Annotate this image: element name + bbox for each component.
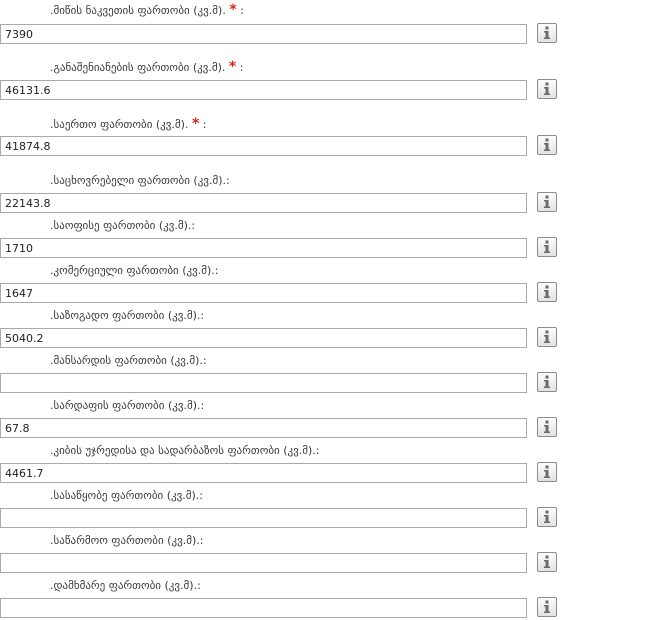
field-row bbox=[0, 328, 560, 350]
info-button[interactable] bbox=[537, 507, 557, 527]
field-label bbox=[50, 60, 610, 75]
field-label-wrap bbox=[50, 354, 610, 368]
field-label bbox=[50, 309, 610, 323]
field-row bbox=[0, 136, 560, 158]
text-input[interactable] bbox=[0, 463, 527, 483]
info-icon bbox=[542, 420, 552, 434]
info-button[interactable] bbox=[537, 282, 557, 302]
field-label-text: .საწარმოო ფართობი (კვ.მ).: bbox=[50, 534, 204, 547]
field-label bbox=[50, 117, 610, 132]
field-row bbox=[0, 238, 560, 260]
field-label-wrap bbox=[50, 399, 610, 413]
field-row bbox=[0, 373, 560, 395]
field-label bbox=[50, 579, 610, 593]
text-input[interactable] bbox=[0, 598, 527, 618]
text-input[interactable] bbox=[0, 418, 527, 438]
field-label bbox=[50, 534, 610, 548]
info-icon bbox=[542, 600, 552, 614]
info-button[interactable] bbox=[537, 23, 557, 43]
field-label-wrap bbox=[50, 174, 610, 188]
field-label-text: .საერთო ფართობი (კვ.მ). bbox=[50, 118, 189, 131]
field-label-text: .კომერციული ფართობი (კვ.მ).: bbox=[50, 264, 219, 277]
info-button[interactable] bbox=[537, 462, 557, 482]
required-asterisk: * bbox=[191, 116, 200, 132]
field-label-wrap bbox=[50, 534, 610, 548]
field-row bbox=[0, 283, 560, 305]
field-label-wrap bbox=[50, 264, 610, 278]
info-button[interactable] bbox=[537, 237, 557, 257]
text-input[interactable] bbox=[0, 136, 527, 156]
info-icon bbox=[542, 510, 552, 524]
field-row bbox=[0, 508, 560, 530]
field-label-text: .მიწის ნაკვეთის ფართობი (კვ.მ). bbox=[50, 4, 226, 17]
info-icon bbox=[542, 26, 552, 40]
field-row bbox=[0, 24, 560, 46]
field-label-text: .საცხოვრებელი ფართობი (კვ.მ).: bbox=[50, 174, 230, 187]
text-input[interactable] bbox=[0, 508, 527, 528]
info-icon bbox=[542, 555, 552, 569]
field-label bbox=[50, 3, 610, 18]
field-label-text: .სარდაფის ფართობი (კვ.მ).: bbox=[50, 399, 205, 412]
required-asterisk: * bbox=[229, 2, 237, 18]
info-button[interactable] bbox=[537, 417, 557, 437]
field-label-wrap bbox=[50, 444, 610, 458]
info-icon bbox=[542, 465, 552, 479]
info-button[interactable] bbox=[537, 552, 557, 572]
info-button[interactable] bbox=[537, 372, 557, 392]
field-label-text: .სასაწყობე ფართობი (კვ.მ).: bbox=[50, 489, 204, 502]
text-input[interactable] bbox=[0, 553, 527, 573]
info-button[interactable] bbox=[537, 597, 557, 617]
field-label bbox=[50, 444, 610, 458]
info-icon bbox=[542, 330, 552, 344]
field-label-wrap bbox=[50, 3, 610, 18]
field-label-text: .საზოგადო ფართობი (კვ.მ).: bbox=[50, 309, 205, 322]
field-label-wrap bbox=[50, 489, 610, 503]
text-input[interactable] bbox=[0, 328, 527, 348]
field-label-wrap bbox=[50, 579, 610, 593]
text-input[interactable] bbox=[0, 80, 527, 100]
required-asterisk: * bbox=[228, 59, 237, 75]
field-label-text: .განაშენიანების ფართობი (კვ.მ). bbox=[50, 61, 226, 74]
field-label bbox=[50, 399, 610, 413]
field-label-wrap bbox=[50, 309, 610, 323]
info-icon bbox=[542, 138, 552, 152]
info-button[interactable] bbox=[537, 327, 557, 347]
field-row bbox=[0, 193, 560, 215]
field-label-text: .დამხმარე ფართობი (კვ.მ).: bbox=[50, 579, 201, 592]
info-icon bbox=[542, 285, 552, 299]
text-input[interactable] bbox=[0, 24, 527, 44]
required-suffix: : bbox=[236, 61, 244, 74]
required-suffix: : bbox=[199, 118, 207, 131]
field-label bbox=[50, 354, 610, 368]
field-row bbox=[0, 80, 560, 102]
info-button[interactable] bbox=[537, 135, 557, 155]
text-input[interactable] bbox=[0, 238, 527, 258]
required-suffix: : bbox=[236, 4, 244, 17]
info-icon bbox=[542, 82, 552, 96]
field-label-wrap bbox=[50, 117, 610, 132]
info-button[interactable] bbox=[537, 79, 557, 99]
info-icon bbox=[542, 375, 552, 389]
field-label-text: .მანსარდის ფართობი (კვ.მ).: bbox=[50, 354, 207, 367]
text-input[interactable] bbox=[0, 373, 527, 393]
field-label bbox=[50, 264, 610, 278]
field-row bbox=[0, 598, 560, 620]
text-input[interactable] bbox=[0, 193, 527, 213]
text-input[interactable] bbox=[0, 283, 527, 303]
info-button[interactable] bbox=[537, 192, 557, 212]
field-label-wrap bbox=[50, 60, 610, 75]
field-label-text: .საოფისე ფართობი (კვ.მ).: bbox=[50, 219, 196, 232]
field-row bbox=[0, 463, 560, 485]
field-row bbox=[0, 553, 560, 575]
field-label bbox=[50, 489, 610, 503]
info-icon bbox=[542, 195, 552, 209]
field-row bbox=[0, 418, 560, 440]
field-label bbox=[50, 219, 610, 233]
field-label-text: .კიბის უჯრედისა და სადარბაზოს ფართობი (კვ.მ).: bbox=[50, 444, 320, 457]
field-label-wrap bbox=[50, 219, 610, 233]
info-icon bbox=[542, 240, 552, 254]
field-label bbox=[50, 174, 610, 188]
